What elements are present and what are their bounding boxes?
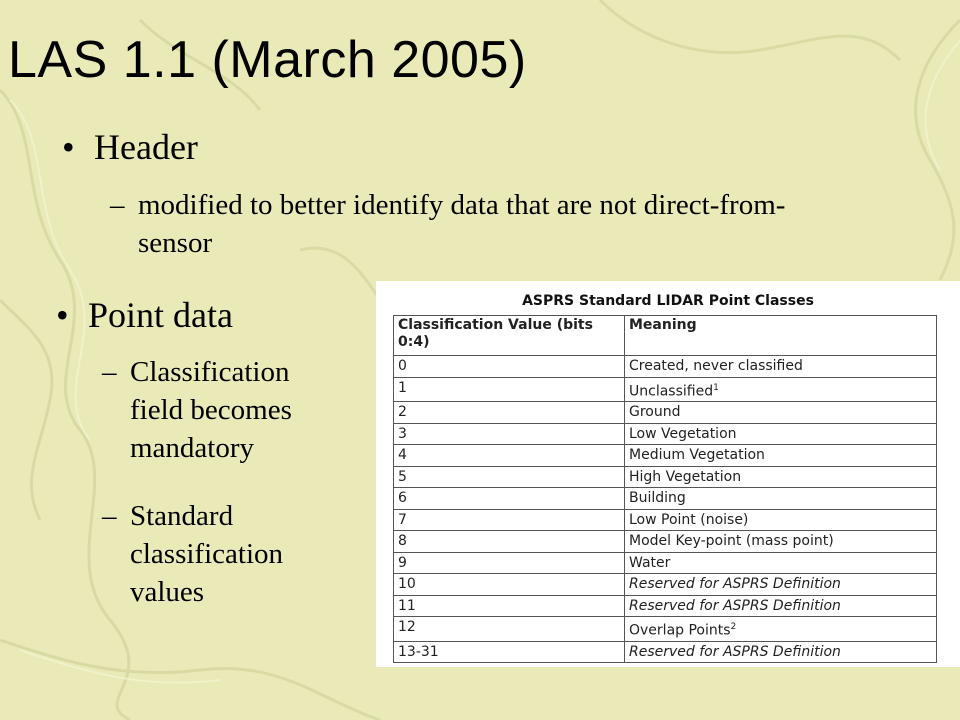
classes-table — [393, 315, 937, 663]
table-row — [394, 466, 937, 488]
class-meaning: High Vegetation — [625, 466, 937, 488]
table-caption: ASPRS Standard LIDAR Point Classes — [522, 293, 814, 309]
class-value: 10 — [394, 574, 625, 596]
standard-values-sub-text: Standard classification values — [130, 500, 284, 608]
standard-values-sub-item — [102, 497, 345, 611]
footnote-marker: 1 — [713, 382, 719, 393]
class-meaning: Unclassified — [629, 383, 714, 400]
column-header-value: Classification Value (bits 0:4) — [394, 316, 625, 356]
class-value: 7 — [394, 509, 625, 531]
class-meaning: Building — [625, 488, 937, 510]
class-value: 0 — [394, 356, 625, 378]
bullet-dot: • — [56, 295, 69, 335]
class-meaning: Model Key-point (mass point) — [625, 531, 937, 553]
table-row — [394, 595, 937, 617]
class-value: 9 — [394, 552, 625, 574]
classification-sub-item — [102, 353, 345, 467]
table-row — [394, 423, 937, 445]
class-meaning-cell — [625, 377, 937, 402]
class-meaning: Ground — [625, 402, 937, 424]
table-row — [394, 552, 937, 574]
class-meaning: Reserved for ASPRS Definition — [625, 641, 937, 663]
header-sub-item — [110, 186, 788, 262]
table-row — [394, 531, 937, 553]
column-header-meaning: Meaning — [625, 316, 937, 356]
class-value: 1 — [394, 377, 625, 402]
table-row — [394, 356, 937, 378]
table-row — [394, 617, 937, 642]
classes-table-image — [376, 281, 960, 667]
class-meaning: Created, never classified — [625, 356, 937, 378]
class-value: 5 — [394, 466, 625, 488]
classification-sub-text: Classification field becomes mandatory — [130, 356, 292, 464]
class-value: 11 — [394, 595, 625, 617]
bullet-header — [62, 126, 198, 168]
bullet-point-data — [56, 294, 233, 336]
class-meaning: Low Point (noise) — [625, 509, 937, 531]
bullet-dot: • — [62, 127, 75, 167]
dash-marker: – — [102, 356, 117, 388]
class-value: 13-31 — [394, 641, 625, 663]
table-row — [394, 509, 937, 531]
class-meaning: Reserved for ASPRS Definition — [625, 574, 937, 596]
class-meaning: Low Vegetation — [625, 423, 937, 445]
class-meaning: Water — [625, 552, 937, 574]
class-value: 4 — [394, 445, 625, 467]
class-meaning-cell — [625, 617, 937, 642]
dash-marker: – — [102, 500, 117, 532]
slide-title: LAS 1.1 (March 2005) — [8, 31, 527, 89]
class-value: 3 — [394, 423, 625, 445]
dash-marker: – — [110, 189, 125, 221]
bullet-header-label: Header — [94, 127, 198, 167]
table-row — [394, 641, 937, 663]
footnote-marker: 2 — [730, 622, 737, 633]
table-header-row — [394, 316, 937, 356]
class-value: 12 — [394, 617, 625, 642]
bullet-point-data-label: Point data — [88, 295, 233, 335]
class-meaning: Reserved for ASPRS Definition — [625, 595, 937, 617]
table-row — [394, 377, 937, 402]
class-value: 6 — [394, 488, 625, 510]
class-value: 2 — [394, 402, 625, 424]
table-row — [394, 488, 937, 510]
header-sub-text: modified to better identify data that are not direct-from-sensor — [138, 189, 786, 259]
class-value: 8 — [394, 531, 625, 553]
table-row — [394, 574, 937, 596]
table-row — [394, 445, 937, 467]
table-row — [394, 402, 937, 424]
class-meaning: Medium Vegetation — [625, 445, 937, 467]
class-meaning: Overlap Points — [629, 622, 731, 639]
